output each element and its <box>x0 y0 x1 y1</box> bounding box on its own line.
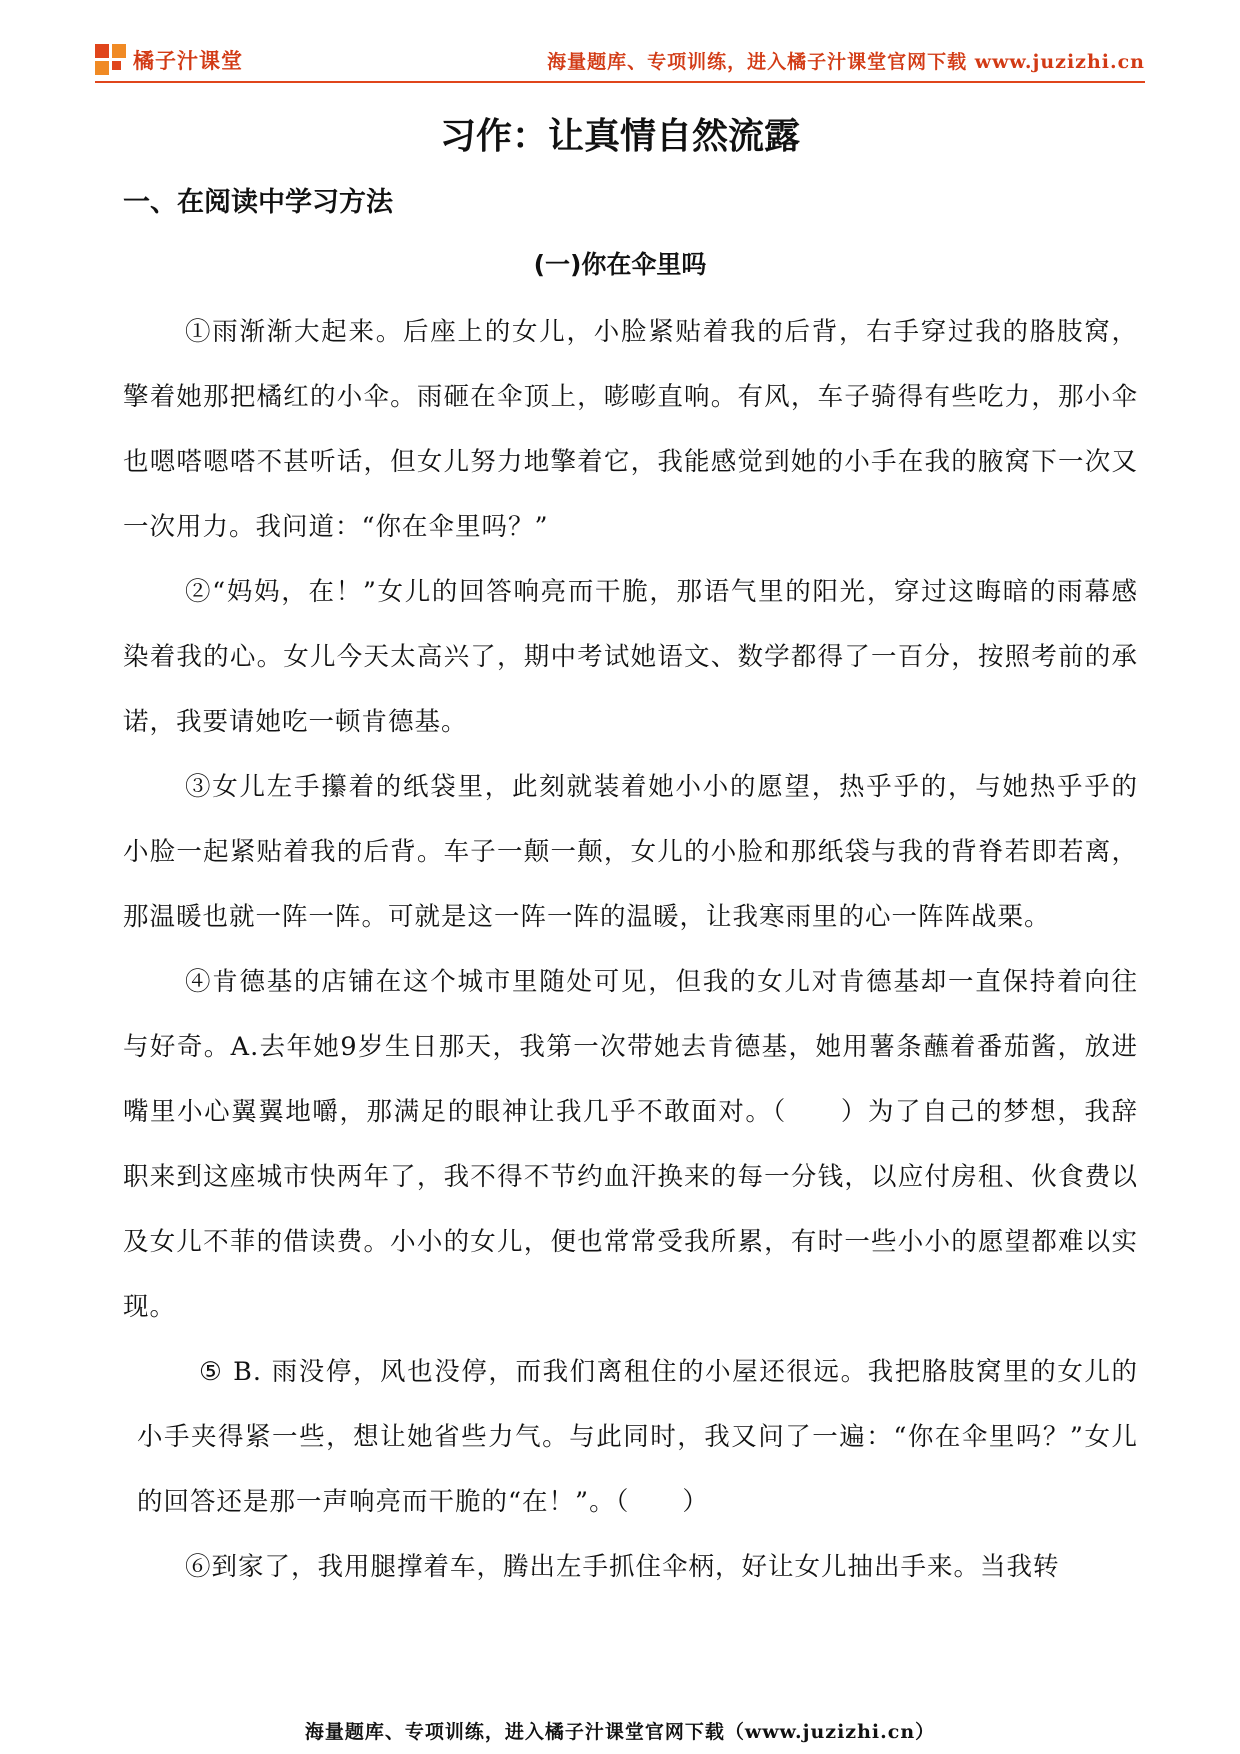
section-heading: 一、在阅读中学习方法 <box>123 187 393 218</box>
header-divider <box>95 81 1145 83</box>
paragraph-2: ②“妈妈，在！”女儿的回答响亮而干脆，那语气里的阳光，穿过这晦暗的雨幕感染着我的心。女儿今天太高兴了，期中考试她语文、数学都得了一百分，按照考前的承诺，我要请她吃一顿肯德基。 <box>123 577 1138 737</box>
page-title: 习作：让真情自然流露 <box>439 116 800 157</box>
paragraph-1: ①雨渐渐大起来。后座上的女儿，小脸紧贴着我的后背，右手穿过我的胳肢窝，擎着她那把橘红的小伞。雨砸在伞顶上，嘭嘭直响。有风，车子骑得有些吃力，那小伞也嗯嗒嗯嗒不甚听话，但女儿努力地擎着它，我能感觉到她的小手在我的腋窝下一次又一次用力。我问道：“你在伞里吗？” <box>123 317 1138 542</box>
page-footer: 海量题库、专项训练，进入橘子汁课堂官网下载（www.juzizhi.cn） <box>304 1721 936 1743</box>
header-slogan: 海量题库、专项训练，进入橘子汁课堂官网下载 www.juzizhi.cn <box>547 51 1145 73</box>
article-title: (一)你在伞里吗 <box>533 250 707 279</box>
brand-name: 橘子汁课堂 <box>133 49 243 73</box>
paragraph-3: ③女儿左手攥着的纸袋里，此刻就装着她小小的愿望，热乎乎的，与她热乎乎的小脸一起紧贴着我的后背。车子一颠一颠，女儿的小脸和那纸袋与我的背脊若即若离，那温暖也就一阵一阵。可就是这一阵一阵的温暖，让我寒雨里的心一阵阵战栗。 <box>123 772 1138 932</box>
page-header <box>0 0 1240 80</box>
paragraph-6: ⑥到家了，我用腿撑着车，腾出左手抓住伞柄，好让女儿抽出手来。当我转 <box>185 1552 1060 1582</box>
brand-logo <box>95 44 243 76</box>
logo-icon <box>95 44 127 76</box>
paragraph-4: ④肯德基的店铺在这个城市里随处可见，但我的女儿对肯德基却一直保持着向往与好奇。A.去年她9岁生日那天，我第一次带她去肯德基，她用薯条蘸着番茄酱，放进嘴里小心翼翼地嚼，那满足的眼神让我几乎不敢面对。（ ）为了自己的梦想，我辞职来到这座城市快两年了，我不得不节约血汗换来的每一分钱，以应付房租、伙食费以及女儿不菲的借读费。小小的女儿，便也常常受我所累，有时一些小小的愿望都难以实现。 <box>123 967 1138 1322</box>
article-body <box>123 300 1138 1600</box>
paragraph-5: ⑤ B. 雨没停，风也没停，而我们离租住的小屋还很远。我把胳肢窝里的女儿的小手夹得紧一些，想让她省些力气。与此同时，我又问了一遍：“你在伞里吗？”女儿的回答还是那一声响亮而干脆的“在！”。（ ） <box>137 1357 1138 1517</box>
